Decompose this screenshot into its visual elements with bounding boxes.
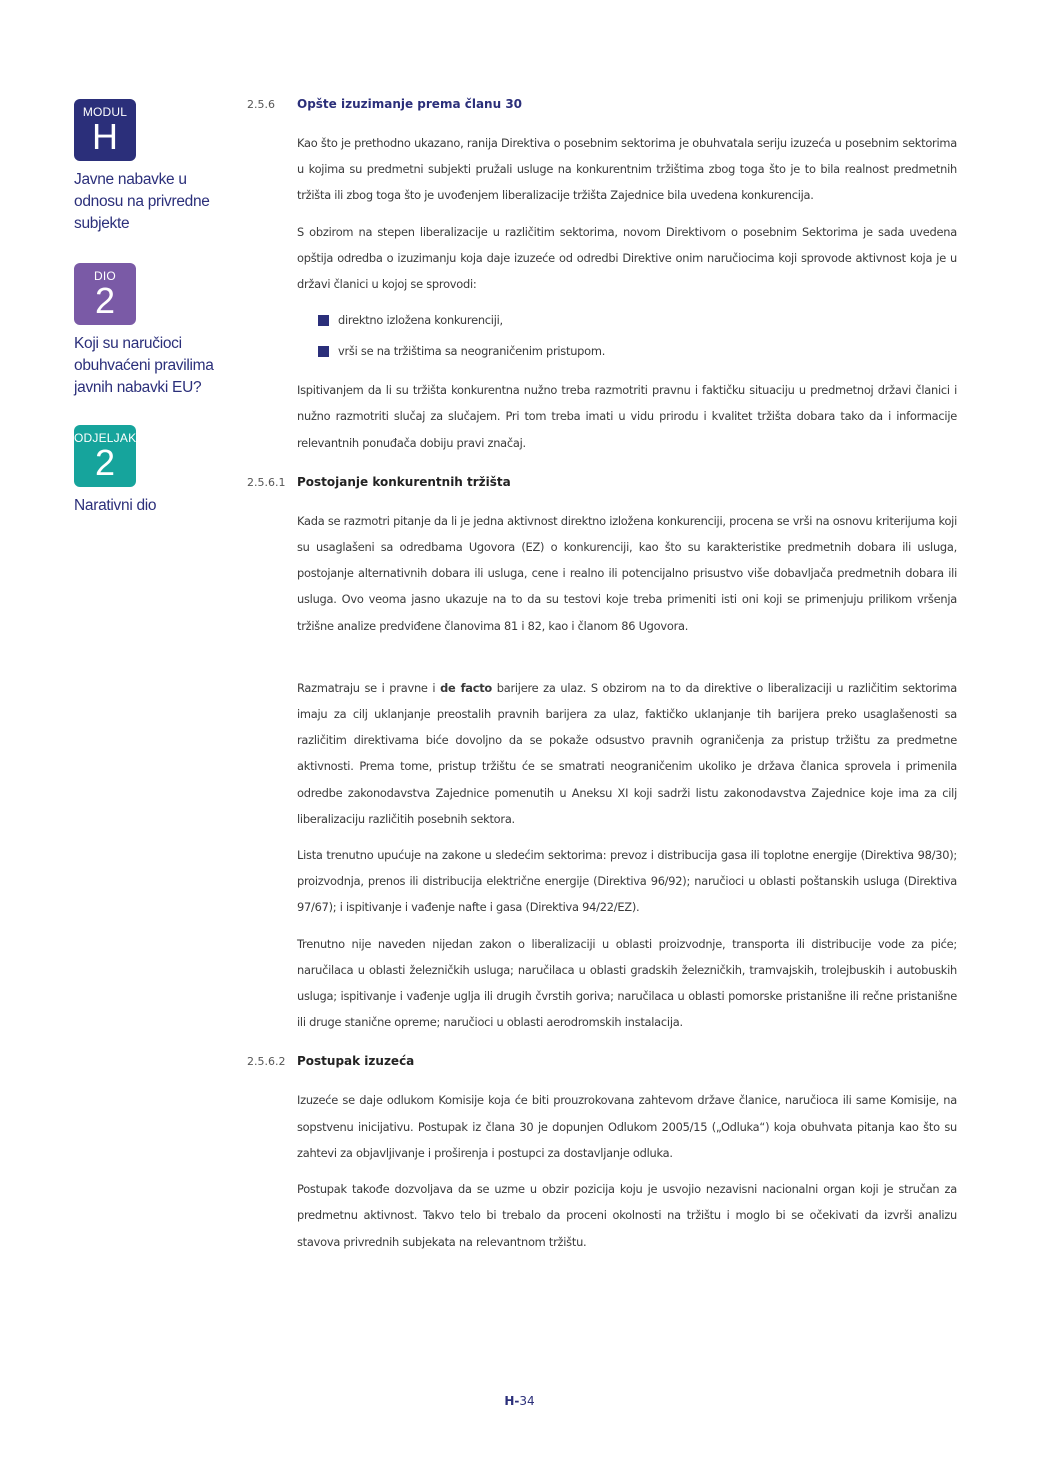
section-title: Postojanje konkurentnih tržišta <box>297 474 511 489</box>
paragraph: Trenutno nije naveden nijedan zakon o liberalizaciji u oblasti proizvodnje, transporta ili distribucije vode za piće; naručilaca u oblasti železničkih usluga; naručilaca u oblasti gradskih železničkih, tramvajskih, trolejbuskih i autobuskih usluga; ispitivanje i vađenje uglja ili drugih čvrstih goriva; naručilaca u oblasti pomorske pristanišne ili rečne pristanišne ili druge stanične opreme; naručioci u oblasti aerodromskih instalacija. <box>297 936 957 1030</box>
modul-title: Javne nabavke u odnosu na privredne subjekte <box>74 171 210 232</box>
paragraph-text: barijere za ulaz. S obzirom na to da direktive o liberalizaciji u različitim sektorima imaju za cilj uklanjanje preostalih pravnih barijera za ulaz, faktičko uklanjanje tih barijera preko usaglašenosti sa različitim direktivama biće dovoljno da se pokaže odsustvo pravnih ograničenja za pristup tržištu za predmetne aktivnosti. Prema tome, pristup tržištu će se smatrati neograničenim ukoliko je država članica sprovela i primenila odredbe zakonodavstva Zajednice pomenutih u Aneksu XI koji sadrži listu zakonodavstva Zajednice koje ima za cilj liberalizaciju različitih posebnih sektora. <box>297 680 958 826</box>
dio-label: DIO <box>94 269 116 283</box>
section-heading <box>247 474 957 494</box>
section-number: 2.5.6 <box>247 98 275 111</box>
bullet-text: vrši se na tržištima sa neograničenim pristupom. <box>338 344 606 359</box>
square-bullet-icon <box>318 315 329 326</box>
paragraph: Postupak takođe dozvoljava da se uzme u obzir pozicija koju je usvojio nezavisni nacionalni organ koji je stručan za predmetnu aktivnost. Takvo telo bi trebalo da proceni okolnosti na tržištu i moglo bi se očekivati da izvrši analizu stavova privrednih subjekata na relevantnom tržištu. <box>297 1182 957 1249</box>
paragraph-text: Razmatraju se i pravne i <box>297 680 441 695</box>
bullet-list <box>318 305 957 367</box>
bullet-item <box>318 305 957 336</box>
paragraph: Izuzeće se daje odlukom Komisije koja će biti prouzrokovana zahtevom države članice, naručioca ili same Komisije, na sopstvenu inicijativu. Postupak iz člana 30 je dopunjen Odlukom 2005/15 („Odluka“) koja obuhvata pitanja kao što su zahtevi za objavljivanje i proširenja i postupci za dostavljanje odluka. <box>297 1093 957 1160</box>
emphasis-text: de facto <box>440 680 492 695</box>
modul-label: MODUL <box>82 105 128 119</box>
dio-number: 2 <box>94 280 116 321</box>
paragraph: Lista trenutno upućuje na zakone u sledećim sektorima: prevoz i distribucija gasa ili toplotne energije (Direktiva 98/30); proizvodnja, prenos ili distribucija električne energije (Direktiva 96/92); naručioci u oblasti poštanskih usluga (Direktiva 97/67); i ispitivanje i vađenje nafte i gasa (Direktiva 94/22/EZ). <box>297 848 957 915</box>
section-title: Opšte izuzimanje prema članu 30 <box>297 97 523 111</box>
page-prefix: H- <box>504 1394 520 1408</box>
bullet-item <box>318 336 957 367</box>
page-number <box>0 1394 1039 1408</box>
paragraph: Ispitivanjem da li su tržišta konkurentna nužno treba razmotriti pravnu i faktičku situaciju u predmetnoj državi članici i nužno razmotriti slučaj za slučajem. Pri tom treba imati u vidu prirodu i kvalitet tržišta dobara tako da i informacije relevantnih ponuđača dobiju pravi značaj. <box>297 383 957 450</box>
page-value: 34 <box>519 1394 535 1408</box>
paragraph: S obzirom na stepen liberalizacije u različitim sektorima, novom Direktivom o posebnim Sektorima je sada uvedena opštija odredba o izuzimanju koja daje izuzeće od odredbi Direktive onim naručiocima koji sprovode aktivnost koja je u državi članici u kojoj se sprovodi: <box>297 224 957 292</box>
main-content <box>247 96 957 1265</box>
dio-badge <box>74 263 136 325</box>
odjeljak-title: Narativni dio <box>74 497 157 514</box>
section-number: 2.5.6.1 <box>247 475 286 489</box>
section-number: 2.5.6.2 <box>247 1055 286 1069</box>
dio-title: Koji su naručioci obuhvaćeni pravilima javnih nabavki EU? <box>74 335 214 396</box>
square-bullet-icon <box>318 346 329 357</box>
paragraph: Kao što je prethodno ukazano, ranija Direktiva o posebnim sektorima je obuhvatala seriju izuzeća u posebnim sektorima u kojima su predmetni subjekti pružali usluge na konkurentnim tržištima zbog toga što je to bila realnost predmetnih tržišta ili zbog toga što je uvođenjem liberalizacije tržišta Zajednice bila uvedena konkurencija. <box>297 136 957 203</box>
section-heading <box>247 1053 957 1073</box>
paragraph: Kada se razmotri pitanje da li je jedna aktivnost direktno izložena konkurenciji, procena se vrši na osnovu kriterijuma koji su usaglašeni sa odredbama Ugovora (EZ) o konkurenciji, kao što su karakteristike predmetnih dobara ili usluga, postojanje alternativnih dobara ili usluga, cene i realno ili potencijalno prisustvo više dobavljača predmetnih dobara ili usluga. Ovo veoma jasno ukazuje na to da su testovi koje treba primeniti isti oni koji se primenjuju prilikom vršenja tržišne analize predviđene članovima 81 i 82, kao i članom 86 Ugovora. <box>297 513 957 633</box>
paragraph <box>297 675 957 832</box>
bullet-text: direktno izložena konkurenciji, <box>338 313 503 328</box>
section-heading <box>247 96 957 116</box>
odjeljak-label: ODJELJAK <box>74 431 137 445</box>
odjeljak-number: 2 <box>94 442 116 483</box>
sidebar <box>74 99 234 517</box>
modul-letter: H <box>92 116 118 157</box>
modul-badge <box>74 99 136 161</box>
section-title: Postupak izuzeća <box>297 1054 415 1069</box>
odjeljak-badge <box>74 425 136 487</box>
